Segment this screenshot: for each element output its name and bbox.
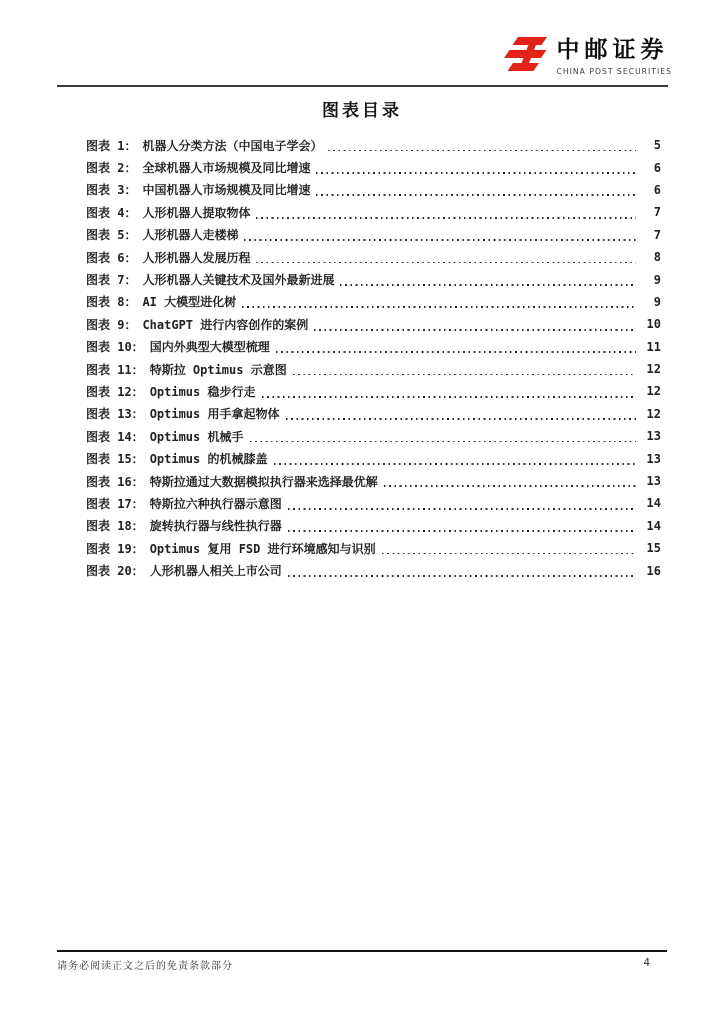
header-divider <box>57 85 668 87</box>
toc-entry-label: 图表 13： <box>86 407 144 422</box>
toc-entry[interactable] <box>86 291 661 313</box>
toc-list <box>86 134 661 582</box>
toc-entry-title: 人形机器人发展历程 <box>142 250 251 265</box>
toc-entry-page: 15 <box>646 541 661 556</box>
toc-entry-page: 14 <box>646 496 661 511</box>
toc-entry-label: 图表 10： <box>86 340 144 355</box>
toc-dot-leader <box>256 201 636 223</box>
toc-entry-title: 旋转执行器与线性执行器 <box>149 519 282 534</box>
toc-entry-label: 图表 20： <box>86 564 144 579</box>
toc-entry[interactable] <box>86 179 661 201</box>
toc-dot-leader <box>244 224 636 246</box>
toc-entry-label: 图表 7： <box>86 273 137 288</box>
toc-entry[interactable] <box>86 515 661 537</box>
toc-entry-label: 图表 2： <box>86 161 137 176</box>
brand-text <box>556 36 672 76</box>
toc-entry-page: 12 <box>646 362 661 377</box>
toc-entry[interactable] <box>86 134 661 156</box>
toc-entry[interactable] <box>86 246 661 268</box>
toc-entry[interactable] <box>86 470 661 492</box>
toc-entry[interactable] <box>86 313 661 335</box>
footer-disclaimer: 请务必阅读正文之后的免责条款部分 <box>57 961 233 972</box>
footer-page-number: 4 <box>643 956 650 969</box>
toc-entry-title: 国内外典型大模型梳理 <box>149 340 270 355</box>
toc-entry-page: 6 <box>653 182 661 197</box>
toc-entry-title: Optimus 的机械膝盖 <box>149 452 268 467</box>
toc-entry-page: 5 <box>653 138 661 153</box>
toc-entry-title: Optimus 稳步行走 <box>149 384 256 399</box>
toc-dot-leader <box>288 559 636 581</box>
toc-entry[interactable] <box>86 492 661 514</box>
toc-dot-leader <box>316 179 636 201</box>
toc-entry[interactable] <box>86 156 661 178</box>
toc-entry-title: 特斯拉通过大数据模拟执行器来选择最优解 <box>149 474 378 489</box>
china-post-logo-icon <box>501 36 549 78</box>
toc-entry[interactable] <box>86 447 661 469</box>
toc-dot-leader <box>382 537 636 559</box>
toc-entry-page: 12 <box>646 384 661 399</box>
toc-entry-title: 特斯拉 Optimus 示意图 <box>149 362 287 377</box>
toc-entry[interactable] <box>86 224 661 246</box>
toc-dot-leader <box>274 447 637 469</box>
toc-entry-label: 图表 11： <box>86 362 144 377</box>
toc-entry[interactable] <box>86 559 661 581</box>
toc-entry-page: 8 <box>653 250 661 265</box>
toc-entry-title: Optimus 用手拿起物体 <box>149 407 280 422</box>
brand-logo <box>501 36 672 78</box>
toc-dot-leader <box>250 425 637 447</box>
toc-entry[interactable] <box>86 268 661 290</box>
toc-dot-leader <box>340 268 636 290</box>
toc-entry-page: 13 <box>646 451 661 466</box>
toc-dot-leader <box>286 403 637 425</box>
toc-dot-leader <box>262 380 637 402</box>
toc-entry-title: 人形机器人相关上市公司 <box>149 564 282 579</box>
toc-entry[interactable] <box>86 537 661 559</box>
toc-entry-page: 7 <box>653 227 661 242</box>
toc-entry-page: 10 <box>646 317 661 332</box>
toc-dot-leader <box>293 358 636 380</box>
toc-entry-title: 中国机器人市场规模及同比增速 <box>142 183 311 198</box>
toc-entry-title: 机器人分类方法（中国电子学会） <box>142 138 323 153</box>
toc-entry-title: ChatGPT 进行内容创作的案例 <box>142 317 309 332</box>
toc-entry-page: 13 <box>646 474 661 489</box>
toc-entry-page: 12 <box>646 406 661 421</box>
toc-dot-leader <box>288 492 636 514</box>
toc-entry-title: AI 大模型进化树 <box>142 295 237 310</box>
toc-entry-label: 图表 12： <box>86 384 144 399</box>
footer-divider <box>57 950 667 952</box>
toc-entry[interactable] <box>86 201 661 223</box>
toc-entry-label: 图表 14： <box>86 429 144 444</box>
toc-entry-page: 13 <box>646 429 661 444</box>
toc-entry-label: 图表 4： <box>86 205 137 220</box>
toc-dot-leader <box>328 134 636 156</box>
toc-dot-leader <box>242 291 636 313</box>
toc-entry-page: 14 <box>646 518 661 533</box>
toc-entry-label: 图表 9： <box>86 317 137 332</box>
toc-entry-title: 人形机器人走楼梯 <box>142 228 239 243</box>
toc-dot-leader <box>256 246 636 268</box>
toc-entry[interactable] <box>86 380 661 402</box>
toc-dot-leader <box>276 336 636 358</box>
toc-entry-page: 9 <box>653 272 661 287</box>
page-title: 图表目录 <box>322 101 402 121</box>
toc-dot-leader <box>316 156 636 178</box>
toc-entry-label: 图表 3： <box>86 183 137 198</box>
toc-entry[interactable] <box>86 358 661 380</box>
toc-entry-title: Optimus 复用 FSD 进行环境感知与识别 <box>149 541 376 556</box>
toc-entry-page: 7 <box>653 205 661 220</box>
toc-entry-label: 图表 15： <box>86 452 144 467</box>
brand-name-cn: 中邮证券 <box>556 37 669 63</box>
toc-entry-title: 人形机器人关键技术及国外最新进展 <box>142 273 335 288</box>
toc-entry-label: 图表 8： <box>86 295 137 310</box>
toc-entry-title: 特斯拉六种执行器示意图 <box>149 496 282 511</box>
toc-entry-label: 图表 1： <box>86 138 137 153</box>
toc-entry-title: 人形机器人提取物体 <box>142 205 251 220</box>
toc-entry-page: 6 <box>653 160 661 175</box>
toc-entry-page: 16 <box>646 563 661 578</box>
toc-entry-title: Optimus 机械手 <box>149 429 244 444</box>
toc-entry-page: 9 <box>653 294 661 309</box>
toc-entry-label: 图表 16： <box>86 474 144 489</box>
brand-name-en: CHINA POST SECURITIES <box>556 66 672 76</box>
toc-entry-page: 11 <box>646 339 661 354</box>
toc-entry-label: 图表 5： <box>86 228 137 243</box>
toc-entry-label: 图表 18： <box>86 519 144 534</box>
toc-dot-leader <box>314 313 636 335</box>
toc-entry-label: 图表 17： <box>86 496 144 511</box>
toc-entry-label: 图表 19： <box>86 541 144 556</box>
toc-entry[interactable] <box>86 425 661 447</box>
toc-entry[interactable] <box>86 403 661 425</box>
toc-entry-title: 全球机器人市场规模及同比增速 <box>142 161 311 176</box>
toc-dot-leader <box>384 470 636 492</box>
toc-entry-label: 图表 6： <box>86 250 137 265</box>
toc-entry[interactable] <box>86 336 661 358</box>
toc-dot-leader <box>288 515 636 537</box>
